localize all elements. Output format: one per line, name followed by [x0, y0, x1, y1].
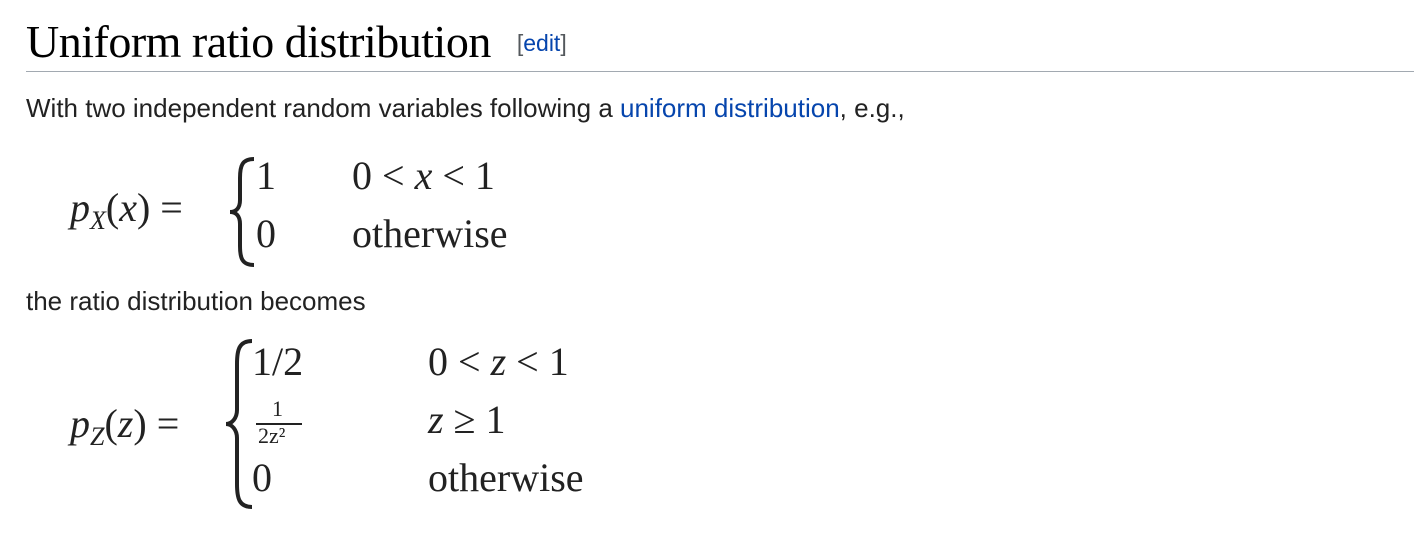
- edit-link[interactable]: edit: [523, 30, 561, 56]
- edit-section: [517, 30, 567, 56]
- intro-text-after: , e.g.,: [839, 93, 905, 123]
- intro-text-before: With two independent random variables following a: [26, 93, 621, 123]
- intro-paragraph: [26, 92, 905, 124]
- equation1-lhs: $p_X(x)$ =: [70, 185, 183, 235]
- edit-bracket-open: [: [516, 30, 524, 56]
- case3-value: 0: [252, 455, 272, 500]
- section-title: Uniform ratio distribution: [26, 16, 491, 67]
- section-heading: [26, 14, 1414, 72]
- equation2-lhs: $p_Z(z)$ =: [70, 401, 180, 451]
- case3-condition: otherwise: [428, 455, 584, 500]
- edit-bracket-close: ]: [560, 30, 567, 56]
- uniform-distribution-link[interactable]: uniform distribution: [620, 93, 840, 123]
- case1-condition: 0 < x < 1: [352, 153, 495, 198]
- case1-condition: 0 < z < 1: [428, 339, 569, 384]
- case2-value: 0: [256, 211, 276, 256]
- case1-value: 1: [256, 153, 276, 198]
- fraction-denominator: 2z²: [258, 423, 286, 448]
- case2-condition: otherwise: [352, 211, 508, 256]
- case1-value: 1/2: [252, 339, 304, 384]
- ratio-paragraph: the ratio distribution becomes: [26, 286, 366, 316]
- fraction-numerator: 1: [272, 396, 283, 421]
- case2-condition: z ≥ 1: [428, 397, 506, 442]
